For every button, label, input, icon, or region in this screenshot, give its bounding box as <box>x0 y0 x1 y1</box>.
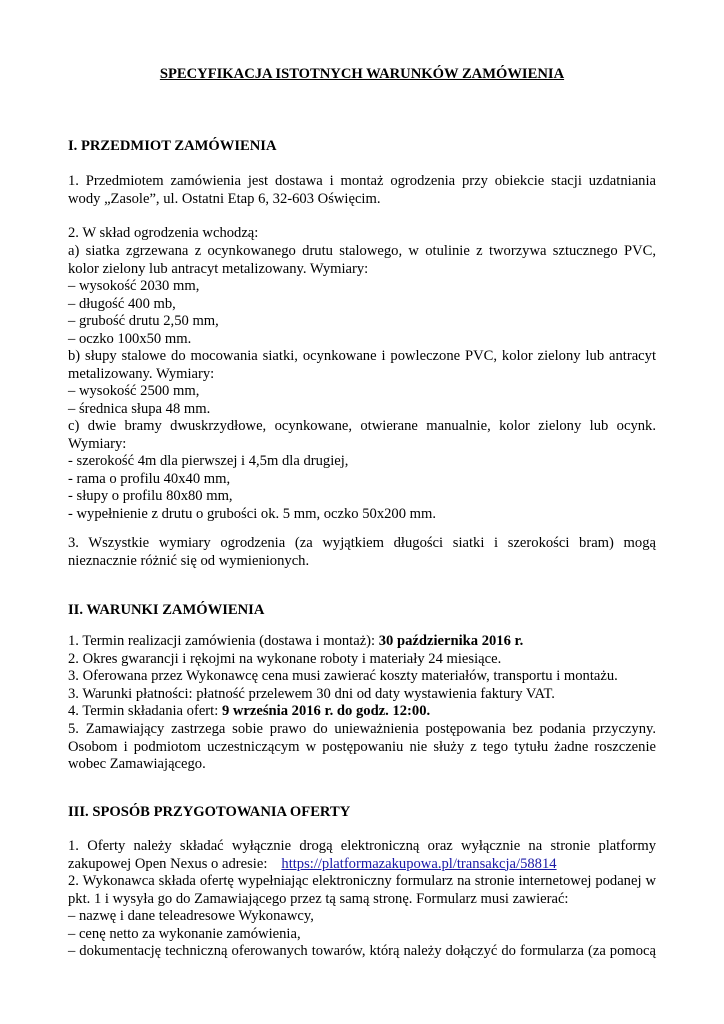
list-item: - słupy o profilu 80x80 mm, <box>68 488 233 505</box>
list-item: – średnica słupa 48 mm. <box>68 400 211 417</box>
paragraph-line: a) siatka zgrzewana z ocynkowanego drutu stalowego, w otulinie z tworzywa sztucznego PVC, <box>68 243 656 259</box>
list-item: – cenę netto za wykonanie zamówienia, <box>68 925 301 942</box>
paragraph-line: 2. Wykonawca składa ofertę wypełniając elektroniczny formularz na stronie internetowej podanej w <box>68 873 656 889</box>
platform-link[interactable]: https://platformazakupowa.pl/transakcja/58814 <box>281 855 557 872</box>
section-heading-przedmiot: I. PRZEDMIOT ZAMÓWIENIA <box>68 138 277 154</box>
paragraph-przedmiot-1 <box>68 173 656 208</box>
list-item: 2. Okres gwarancji i rękojmi na wykonane roboty i materiały 24 miesiące. <box>68 650 502 667</box>
offer-deadline: 9 września 2016 r. do godz. 12:00. <box>221 703 431 720</box>
paragraph-przedmiot-2 <box>68 225 656 243</box>
item-b-slupy <box>68 348 656 418</box>
paragraph-text: zakupowej Open Nexus o adresie: <box>68 855 268 872</box>
list-item-text: 1. Termin realizacji zamówienia (dostawa i montaż): <box>68 633 379 649</box>
paragraph-line: metalizowany. Wymiary: <box>68 365 215 382</box>
paragraph-line: pkt. 1 i wysyła go do Zamawiającego przez tą samą stronę. Formularz musi zawierać: <box>68 890 569 907</box>
list-item <box>68 703 656 721</box>
list-item: - rama o profilu 40x40 mm, <box>68 470 231 487</box>
paragraph-line: 1. Oferty należy składać wyłącznie drogą elektroniczną oraz wyłącznie na stronie platformy <box>68 838 656 854</box>
list-item: – oczko 100x50 mm. <box>68 330 192 347</box>
paragraph-line: 3. Wszystkie wymiary ogrodzenia (za wyjątkiem długości siatki i szerokości bram) mogą <box>68 535 656 551</box>
item-a-siatka <box>68 243 656 349</box>
paragraph-line: Osobom i podmiotom uczestniczącym w postępowaniu nie służy z tego tytułu żadne roszczenie <box>68 738 656 755</box>
section-heading-sposob: III. SPOSÓB PRZYGOTOWANIA OFERTY <box>68 804 351 820</box>
list-item: 3. Oferowana przez Wykonawcę cena musi zawierać koszty materiałów, transportu i montażu. <box>68 668 618 685</box>
paragraph-przedmiot-3 <box>68 535 656 570</box>
paragraph-line: kolor zielony lub antracyt metalizowany. Wymiary: <box>68 260 369 277</box>
sposob-paragraph-2 <box>68 873 656 961</box>
paragraph-line: wobec Zamawiającego. <box>68 756 206 773</box>
paragraph-line: 1. Przedmiotem zamówienia jest dostawa i montaż ogrodzenia przy obiekcie stacji uzdatniania <box>68 173 656 189</box>
list-item: – długość 400 mb, <box>68 295 176 312</box>
list-item: – wysokość 2500 mm, <box>68 383 200 400</box>
list-item: – nazwę i dane teleadresowe Wykonawcy, <box>68 908 314 925</box>
paragraph-line: 2. W skład ogrodzenia wchodzą: <box>68 225 259 241</box>
list-item: - szerokość 4m dla pierwszej i 4,5m dla drugiej, <box>68 453 349 470</box>
list-item: – grubość drutu 2,50 mm, <box>68 313 219 330</box>
list-item-text: 4. Termin składania ofert: <box>68 703 222 720</box>
sposob-paragraph-1 <box>68 838 656 873</box>
paragraph-line: c) dwie bramy dwuskrzydłowe, ocynkowane, otwierane manualnie, kolor zielony lub ocynk. <box>68 418 656 434</box>
paragraph-line: nieznacznie różnić się od wymienionych. <box>68 552 310 569</box>
section-heading-warunki: II. WARUNKI ZAMÓWIENIA <box>68 602 265 618</box>
item-c-bramy <box>68 418 656 524</box>
document-title: SPECYFIKACJA ISTOTNYCH WARUNKÓW ZAMÓWIENIA <box>159 66 565 82</box>
warunki-list <box>68 633 656 774</box>
paragraph-line <box>68 856 656 874</box>
paragraph-line: Wymiary: <box>68 435 127 452</box>
list-item <box>68 633 656 651</box>
paragraph-line: wody „Zasole”, ul. Ostatni Etap 6, 32-603 Oświęcim. <box>68 190 381 207</box>
list-item: - wypełnienie z drutu o grubości ok. 5 mm, oczko 50x200 mm. <box>68 505 437 522</box>
list-item: 3. Warunki płatności: płatność przelewem 30 dni od daty wystawienia faktury VAT. <box>68 685 555 702</box>
deadline-date: 30 października 2016 r. <box>378 633 524 649</box>
list-item: 5. Zamawiający zastrzega sobie prawo do unieważnienia postępowania bez podania przyczyny. <box>68 720 656 737</box>
list-item: – wysokość 2030 mm, <box>68 278 200 295</box>
list-item: – dokumentację techniczną oferowanych towarów, którą należy dołączyć do formularza (za pomocą <box>68 943 656 960</box>
paragraph-line: b) słupy stalowe do mocowania siatki, ocynkowane i powleczone PVC, kolor zielony lub antracyt <box>68 348 656 364</box>
